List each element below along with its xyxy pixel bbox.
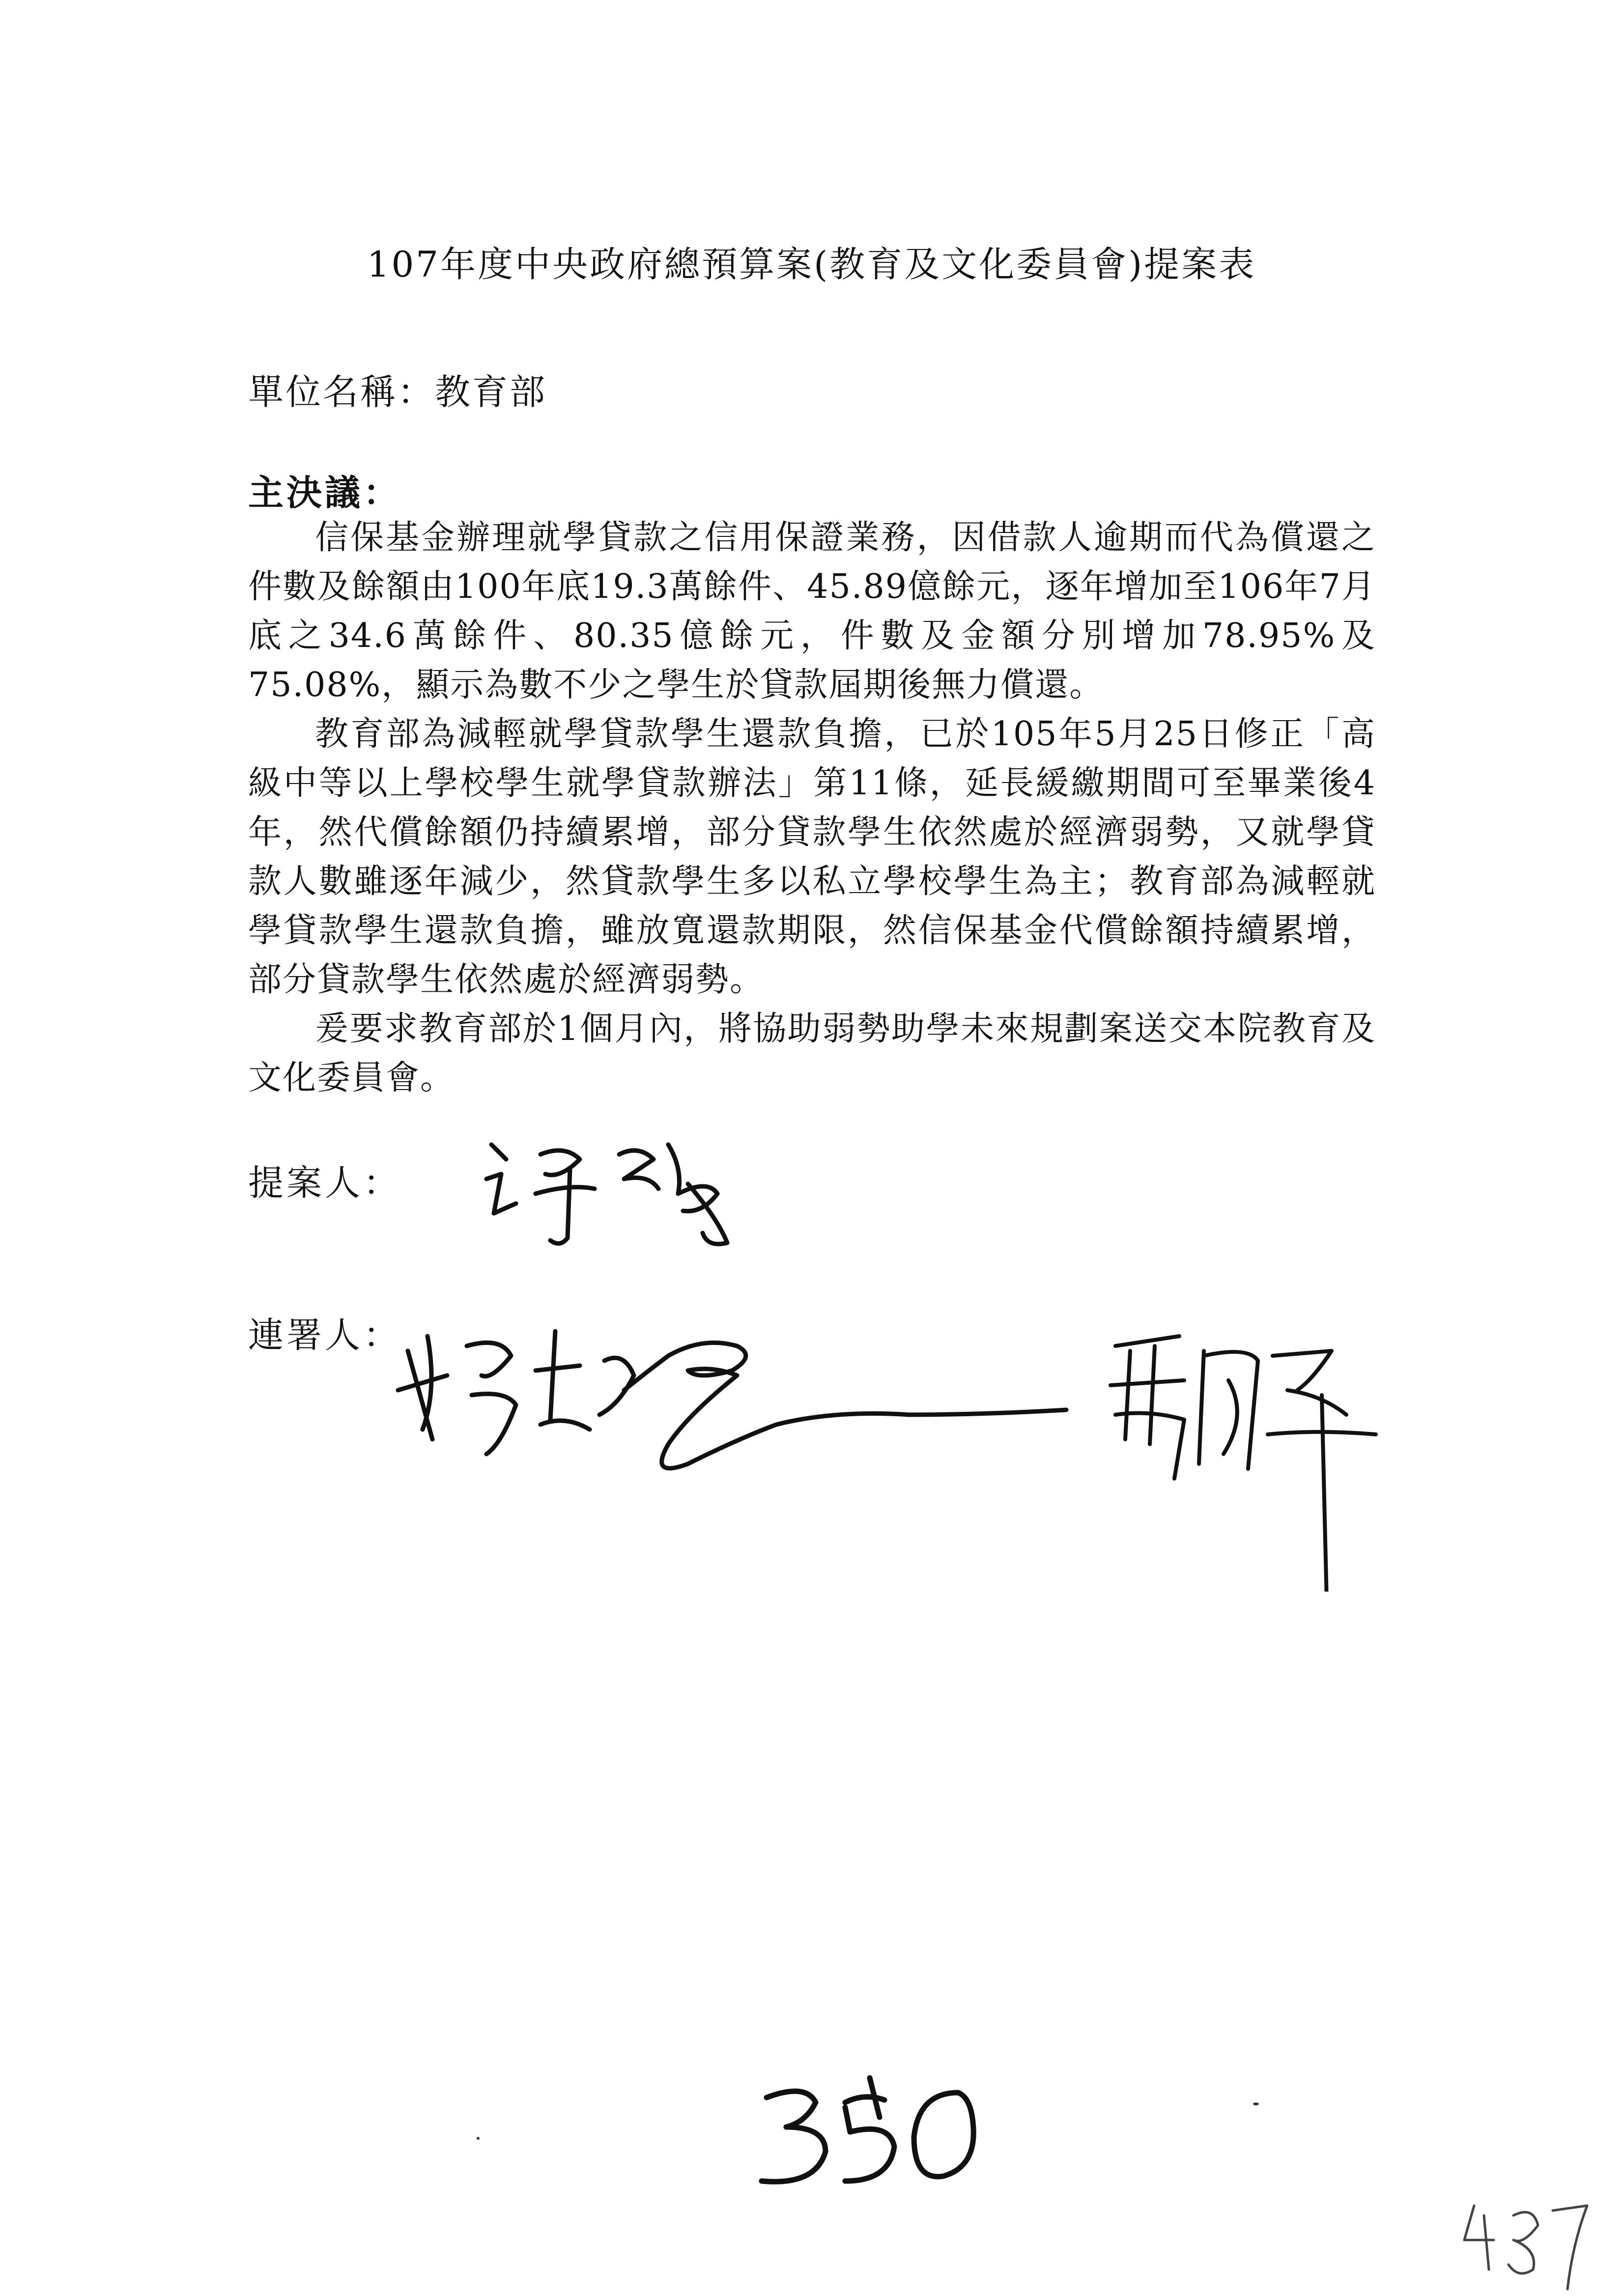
unit-name-label: 單位名稱：: [248, 371, 435, 413]
handwritten-page-number: [747, 2073, 993, 2203]
handwritten-corner-number: [1454, 2196, 1602, 2296]
resolution-heading: 主決議：: [248, 472, 402, 513]
unit-name-row: [248, 364, 547, 415]
cosigner-signature-1: [393, 1316, 1130, 1493]
unit-name-value: 教育部: [435, 371, 547, 413]
scan-speck: [1253, 2102, 1259, 2105]
resolution-paragraph: 教育部為減輕就學貸款學生還款負擔，已於105年5月25日修正「高級中等以上學校學生就學貸款辦法」第11條，延長緩繳期間可至畢業後4年，然代償餘額仍持續累增，部分貸款學生依然處於經濟弱勢，又就學貸款人數雖逐年減少，然貸款學生多以私立學校學生為主；教育部為減輕就學貸款學生還款負擔，雖放寬還款期限，然信保基金代償餘額持續累增，部分貸款學生依然處於經濟弱勢。: [248, 715, 1376, 999]
scan-speck: [477, 2137, 480, 2140]
resolution-body: [248, 513, 1376, 1103]
document-title: 107年度中央政府總預算案(教育及文化委員會)提案表: [367, 244, 1256, 285]
cosigner-signature-2: [1101, 1316, 1415, 1592]
proposer-label: 提案人：: [248, 1162, 402, 1204]
cosigner-label: 連署人：: [248, 1315, 402, 1356]
resolution-paragraph: 爰要求教育部於1個月內，將協助弱勢助學未來規劃案送交本院教育及文化委員會。: [248, 1009, 1376, 1097]
proposer-signature: [472, 1125, 767, 1253]
resolution-paragraph: 信保基金辦理就學貸款之信用保證業務，因借款人逾期而代為償還之件數及餘額由100年底19.3萬餘件、45.89億餘元，逐年增加至106年7月底之34.6萬餘件、80.35億餘元，件數及金額分別增加78.95%及75.08%，顯示為數不少之學生於貸款屆期後無力償還。: [248, 518, 1376, 704]
